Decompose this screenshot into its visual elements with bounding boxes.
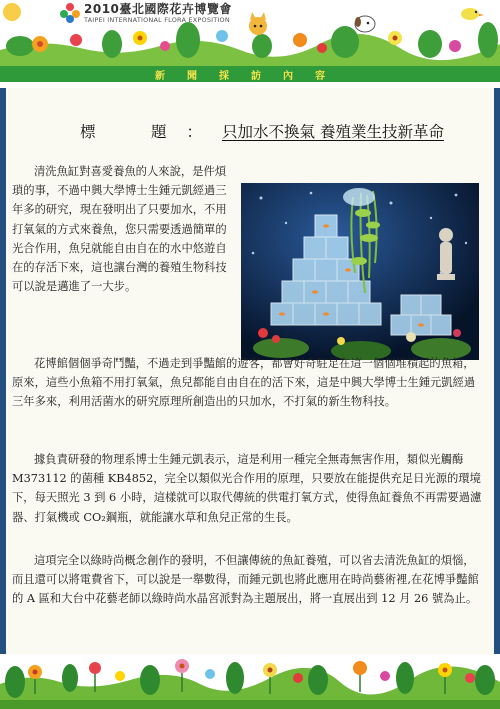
section-title-bar xyxy=(0,66,500,82)
expo-name-zh: 2010臺北國際花卉博覽會 xyxy=(84,1,232,16)
expo-logo xyxy=(60,2,232,24)
paragraph-3: 據負責研發的物理系博士生鍾元凱表示，這是利用一種完全無毒無害作用，類似光觸酶 M373112 的菌種 KB4852，完全以類似光合作用的原理，只要放在能提供充足日光源的環境下，每天照光 3 到 6 小時，這樣就可以取代傳統的供電打氧方式，使得魚缸養魚不再需要過濾器、打氣機或 CO₂鋼瓶，就能讓水草和魚兒正常的生長。 xyxy=(12,453,482,524)
flower-garden-footer-illustration xyxy=(0,654,500,709)
expo-flower-logo-icon xyxy=(60,3,80,23)
section-title-char: 新 xyxy=(155,70,165,82)
section-title-char: 容 xyxy=(315,70,325,82)
paragraph-2: 花博館個個爭奇鬥豔，不過走到爭豔館的遊客，都會好奇駐足在這一個個堆積起的魚箱，原來，這些小魚箱不用打氧氣，魚兒都能自由自在的活下來，這是中興大學博士生鍾元凱經過三年多來，利用活菌水的研究原理所創造出的只加水，不打氣的新生物科技。 xyxy=(12,357,476,409)
header-banner xyxy=(0,0,500,88)
expo-name-en: TAIPEI INTERNATIONAL FLORA EXPOSITION xyxy=(84,15,230,24)
headline-title: 只加水不換氣 養殖業生技新革命 xyxy=(222,123,444,141)
section-title xyxy=(155,66,325,82)
fish-tank-exhibit-image xyxy=(241,183,479,360)
cartoon-dog-icon xyxy=(355,16,375,32)
section-title-char: 採 xyxy=(219,70,229,82)
sun-icon xyxy=(3,3,21,21)
section-title-char: 訪 xyxy=(251,70,261,82)
article-headline xyxy=(80,120,444,142)
paragraph-4: 這項完全以綠時尚概念創作的發明，不但讓傳統的魚缸養殖，可以省去清洗魚缸的煩惱，而且還可以將電費省下，可以說是一舉數得，而鍾元凱也將此應用在時尚藝術裡,在花博爭豔館的 A 區和大台中花藝老師以綠時尚水晶宮派對為主題展出，將一直展出到 12 月 26 號為止。 xyxy=(12,554,479,606)
section-title-char: 內 xyxy=(283,70,293,82)
footer-banner xyxy=(0,654,500,709)
exhibit-photo xyxy=(241,183,479,360)
left-frame-border xyxy=(0,88,6,654)
headline-label: 標 題： xyxy=(80,123,223,141)
right-frame-border xyxy=(494,88,500,654)
paragraph-1: 清洗魚缸對喜愛養魚的人來說，是件煩瑣的事，不過中興大學博士生鍾元凱經過三年多的研究，現在發明出了只要加水，不用打氧氣的方式來養魚，您只需要透過簡單的光合作用，魚兒就能自由自在的水中悠遊自在的存活下來，這也讓台灣的養殖生物科技可以說是邁進了一大步。 xyxy=(12,165,227,294)
section-title-char: 聞 xyxy=(187,70,197,82)
